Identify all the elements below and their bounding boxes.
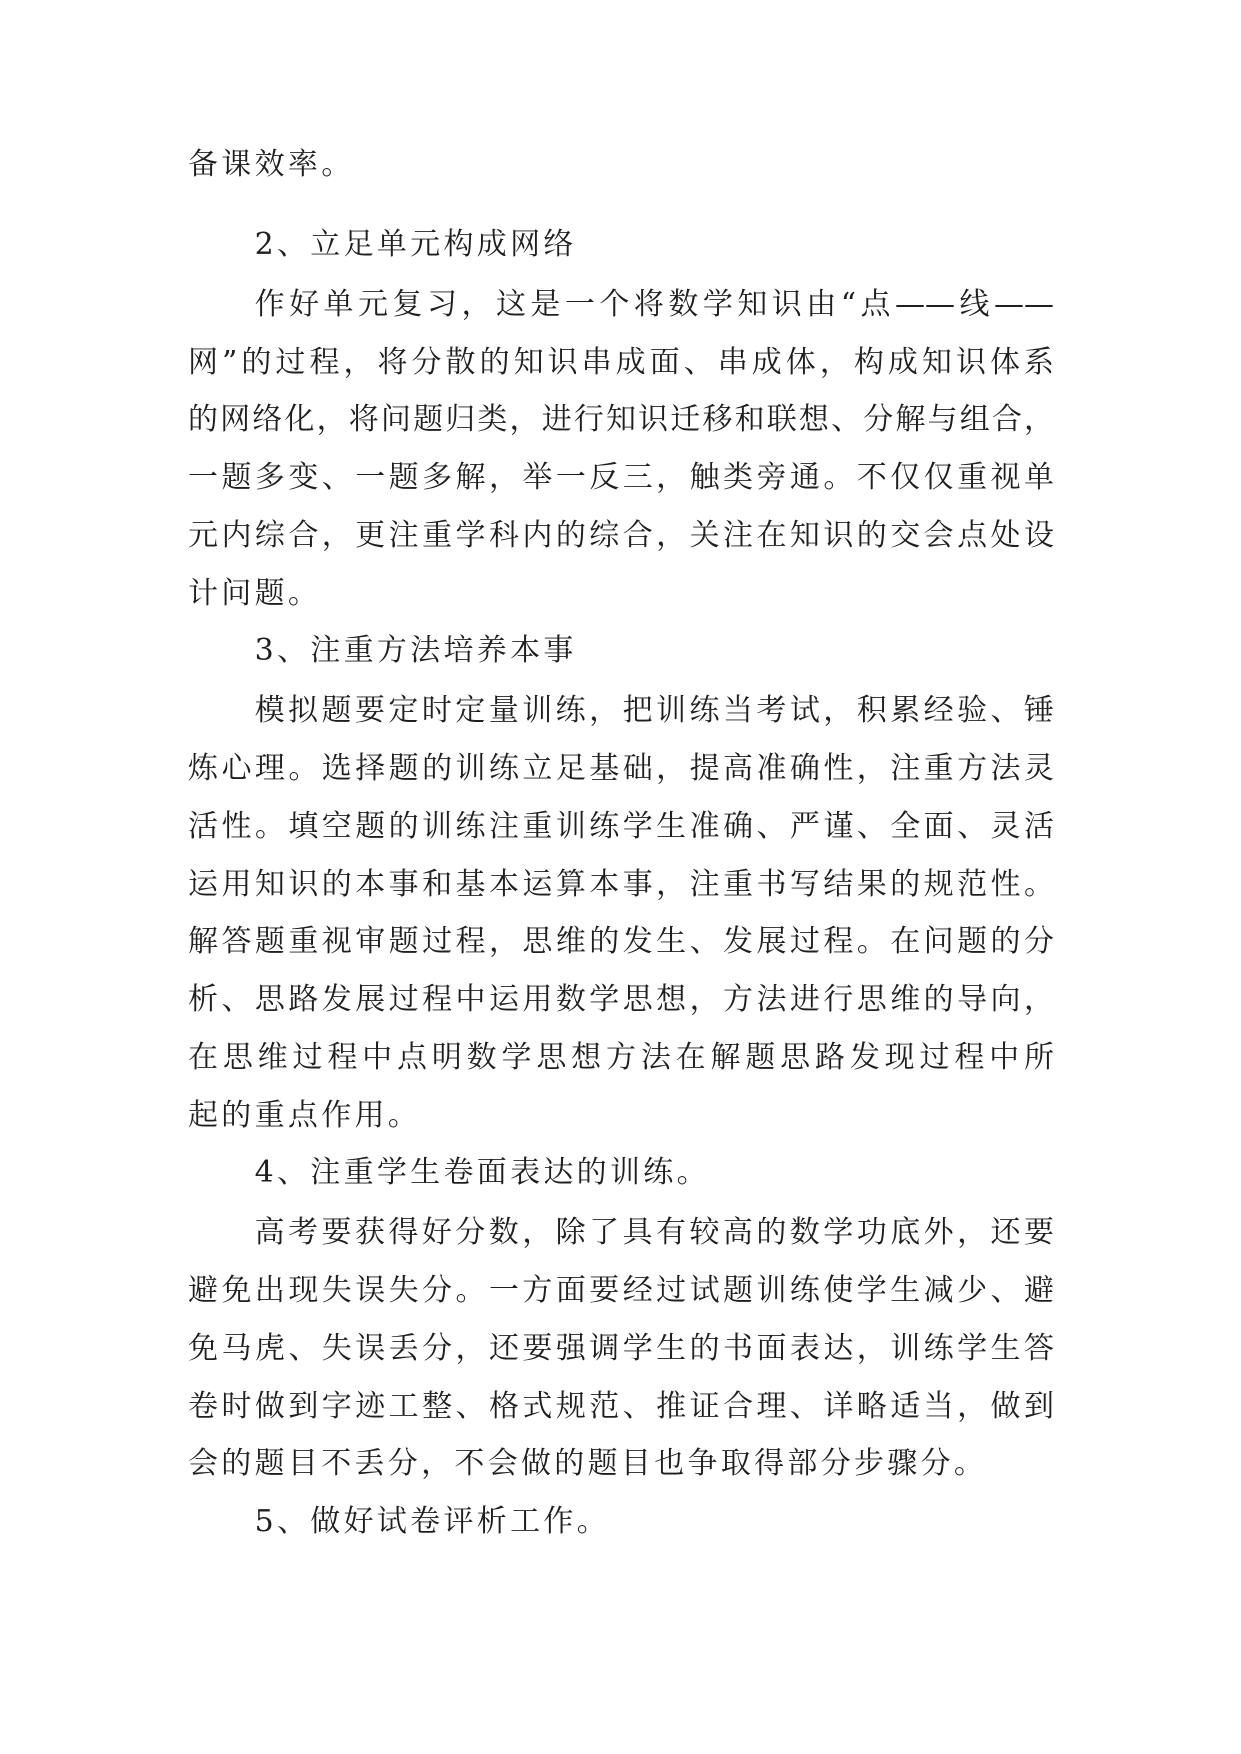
paragraph	[188, 136, 1054, 194]
paragraph-line: 模拟题要定时定量训练，把训练当考试，积累经验、锤	[254, 693, 1054, 729]
paragraph	[188, 276, 1054, 623]
section-3	[188, 622, 1054, 1144]
section-2	[188, 216, 1054, 622]
paragraph-line: 免马虎、失误丢分，还要强调学生的书面表达，训练学生答	[188, 1330, 1054, 1366]
paragraph-line: 会的题目不丢分，不会做的题目也争取得部分步骤分。	[188, 1446, 988, 1482]
paragraph	[188, 682, 1054, 1144]
section-heading: 4、注重学生卷面表达的训练。	[254, 1155, 710, 1191]
paragraph-line: 备课效率。	[188, 147, 355, 182]
section-4	[188, 1144, 1054, 1493]
paragraph-line: 析、思路发展过程中运用数学思想，方法进行思维的导向，	[188, 982, 1054, 1018]
paragraph-line: 运用知识的本事和基本运算本事，注重书写结果的规范性。	[188, 866, 1054, 902]
paragraph-line: 活性。填空题的训练注重训练学生准确、严谨、全面、灵活	[188, 808, 1054, 844]
paragraph-line: 一题多变、一题多解，举一反三，触类旁通。不仅仅重视单	[188, 460, 1054, 496]
paragraph-line: 在思维过程中点明数学思想方法在解题思路发现过程中所	[188, 1039, 1054, 1075]
paragraph-line: 高考要获得好分数，除了具有较高的数学功底外，还要	[254, 1215, 1054, 1251]
paragraph-line: 解答题重视审题过程，思维的发生、发展过程。在问题的分	[188, 924, 1054, 960]
section-heading: 2、立足单元构成网络	[254, 227, 577, 262]
paragraph-line: 起的重点作用。	[188, 1097, 422, 1133]
section-5	[188, 1493, 1054, 1551]
section-heading: 5、做好试卷评析工作。	[254, 1504, 610, 1540]
paragraph	[188, 1204, 1054, 1493]
section-heading: 3、注重方法培养本事	[254, 633, 577, 669]
paragraph-line: 卷时做到字迹工整、格式规范、推证合理、详略适当，做到	[188, 1388, 1054, 1424]
paragraph-line: 网”的过程，将分散的知识串成面、串成体，构成知识体系	[188, 344, 1054, 380]
paragraph-line: 作好单元复习，这是一个将数学知识由“点——线——	[254, 286, 1054, 322]
paragraph-line: 的网络化，将问题归类，进行知识迁移和联想、分解与组合，	[188, 402, 1054, 438]
paragraph-line: 计问题。	[188, 575, 322, 611]
document-body	[188, 136, 1054, 1553]
paragraph-line: 避免出现失误失分。一方面要经过试题训练使学生减少、避	[188, 1273, 1054, 1309]
paragraph-line: 元内综合，更注重学科内的综合，关注在知识的交会点处设	[188, 517, 1054, 553]
paragraph-line: 炼心理。选择题的训练立足基础，提高准确性，注重方法灵	[188, 751, 1054, 787]
